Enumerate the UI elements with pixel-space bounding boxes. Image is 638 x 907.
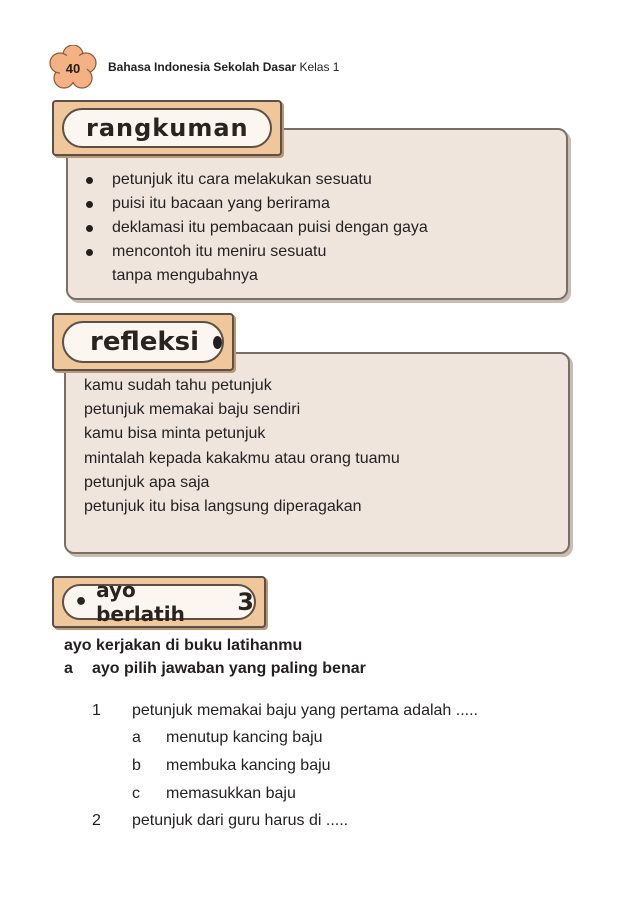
question-2 [92, 808, 348, 834]
option-letter: a [132, 729, 141, 746]
list-item: petunjuk itu cara melakukan sesuatu [86, 168, 428, 192]
page-number: 40 [65, 60, 81, 76]
section-letter: a [64, 660, 73, 677]
reflection-text [84, 374, 400, 519]
reflection-line: petunjuk memakai baju sendiri [84, 401, 301, 419]
list-item: puisi itu bacaan yang berirama [86, 192, 428, 216]
option-a[interactable] [132, 725, 323, 751]
reflection-line: petunjuk itu bisa langsung diperagakan [84, 498, 362, 516]
question-1 [92, 698, 478, 724]
question-text: petunjuk dari guru harus di ..... [132, 812, 349, 829]
section-heading [64, 657, 366, 680]
reflection-line: mintalah kepada kakakmu atau orang tuamu [84, 449, 400, 467]
question-number: 2 [92, 812, 101, 829]
option-text: membuka kancing baju [166, 757, 331, 774]
bullet-dot-icon [86, 201, 93, 208]
option-b[interactable] [132, 753, 331, 779]
option-text: memasukkan baju [166, 785, 296, 802]
option-c[interactable] [132, 781, 296, 807]
exercise-number: 3 [237, 588, 254, 616]
running-header [108, 60, 339, 74]
reflection-line: kamu sudah tahu petunjuk [84, 377, 272, 394]
reflection-line: kamu bisa minta petunjuk [84, 425, 266, 443]
option-text: menutup kancing baju [166, 729, 323, 746]
list-item: mencontoh itu meniru sesuatu [86, 240, 428, 264]
option-letter: b [132, 757, 141, 774]
bullet-dot-icon [86, 249, 93, 256]
exercise-title-pill [62, 578, 256, 626]
instruction-line: ayo kerjakan di buku latihanmu [64, 637, 303, 654]
bullet-dot-icon [86, 225, 93, 232]
list-item-continuation: tanpa mengubahnya [112, 267, 258, 284]
bullet-dot-icon [86, 177, 93, 184]
reflection-title: refleksi [90, 327, 200, 357]
page-number-badge [48, 45, 98, 91]
summary-list [86, 168, 428, 288]
summary-title: rangkuman [86, 114, 249, 142]
option-letter: c [132, 785, 140, 802]
summary-title-tab [52, 100, 282, 156]
grade-label: Kelas 1 [299, 60, 340, 74]
exercise-title: ayo berlatih [96, 578, 185, 626]
reflection-title-tab [52, 313, 234, 371]
question-number: 1 [92, 702, 101, 719]
section-text: ayo pilih jawaban yang paling benar [92, 660, 366, 677]
exercise-instructions [64, 634, 366, 680]
reflection-line: petunjuk apa saja [84, 473, 210, 491]
question-text: petunjuk memakai baju yang pertama adalah ..... [132, 702, 478, 719]
exercise-title-tab [52, 576, 266, 628]
summary-title-pill [62, 108, 272, 148]
list-item: deklamasi itu pembacaan puisi dengan gaya [86, 216, 428, 240]
exercise-bullet-icon: • [74, 589, 89, 615]
reflection-dot-icon [213, 336, 222, 349]
reflection-title-pill [62, 321, 224, 363]
book-title: Bahasa Indonesia Sekolah Dasar [108, 60, 297, 74]
